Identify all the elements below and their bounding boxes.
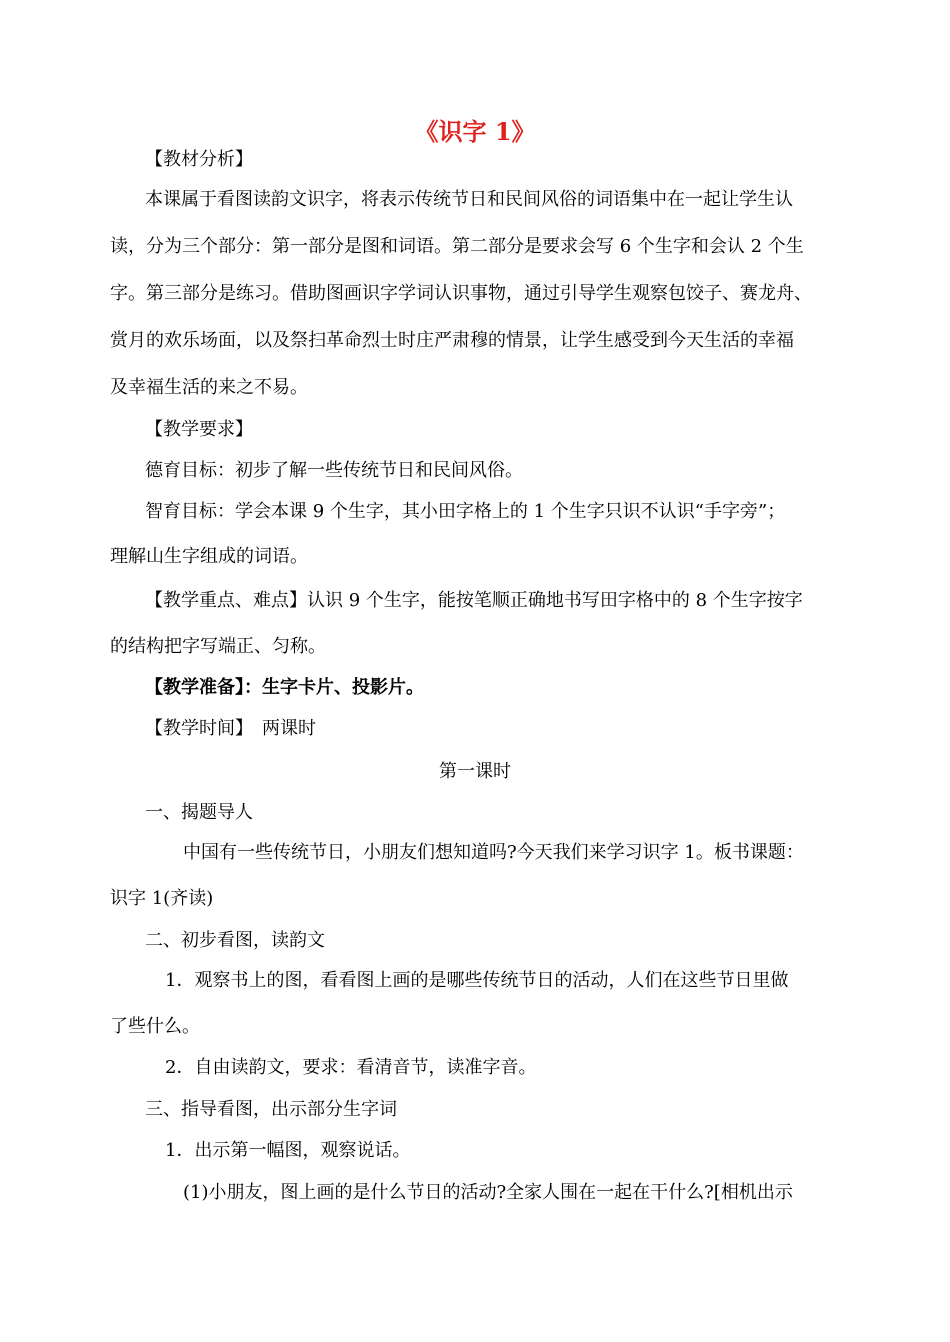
paragraph-line: 识字 1(齐读) <box>110 888 214 909</box>
step-heading: 二、初步看图，读韵文 <box>145 930 325 951</box>
step-heading: 一、揭题导人 <box>145 802 253 823</box>
paragraph-line: 的结构把字写端正、匀称。 <box>110 636 326 657</box>
paragraph-line: 及幸福生活的来之不易。 <box>110 377 308 398</box>
step-heading: 三、指导看图，出示部分生字词 <box>145 1099 397 1120</box>
paragraph-line: 理解山生字组成的词语。 <box>110 546 308 567</box>
paragraph-line: 了些什么。 <box>110 1016 200 1037</box>
section-heading-key-points: 【教学重点、难点】认识 9 个生字，能按笔顺正确地书写田字格中的 8 个生字按字 <box>145 590 803 611</box>
paragraph-line: 德育目标：初步了解一些传统节日和民间风俗。 <box>145 460 523 481</box>
document-title: 《识字 1》 <box>414 117 536 146</box>
paragraph-line: 赏月的欢乐场面，以及祭扫革命烈士时庄严肃穆的情景，让学生感受到今天生活的幸福 <box>110 330 794 351</box>
paragraph-line: 1．观察书上的图，看看图上画的是哪些传统节日的活动，人们在这些节日里做 <box>165 970 789 991</box>
paragraph-line: (1)小朋友，图上画的是什么节日的活动?全家人围在一起在干什么?[相机出示 <box>183 1182 793 1203</box>
section-heading-teaching-requirements: 【教学要求】 <box>145 419 253 440</box>
lesson-heading: 第一课时 <box>439 761 511 782</box>
paragraph-line: 中国有一些传统节日，小朋友们想知道吗?今天我们来学习识字 1。板书课题： <box>183 842 804 863</box>
section-heading-material-analysis: 【教材分析】 <box>145 149 253 170</box>
section-heading-preparation: 【教学准备】：生字卡片、投影片。 <box>145 677 424 698</box>
section-heading-teaching-time: 【教学时间】 两课时 <box>145 718 316 739</box>
paragraph-line: 读，分为三个部分：第一部分是图和词语。第二部分是要求会写 6 个生字和会认 2 个生 <box>110 236 804 257</box>
paragraph-line: 2．自由读韵文，要求：看清音节，读准字音。 <box>165 1057 537 1078</box>
paragraph-line: 字。第三部分是练习。借助图画识字学词认识事物，通过引导学生观察包饺子、赛龙舟、 <box>110 283 812 304</box>
paragraph-line: 1．出示第一幅图，观察说话。 <box>165 1140 411 1161</box>
paragraph-line: 智育目标：学会本课 9 个生字，其小田字格上的 1 个生字只识不认识“手字旁”； <box>145 501 786 522</box>
paragraph-line: 本课属于看图读韵文识字，将表示传统节日和民间风俗的词语集中在一起让学生认 <box>145 189 793 210</box>
